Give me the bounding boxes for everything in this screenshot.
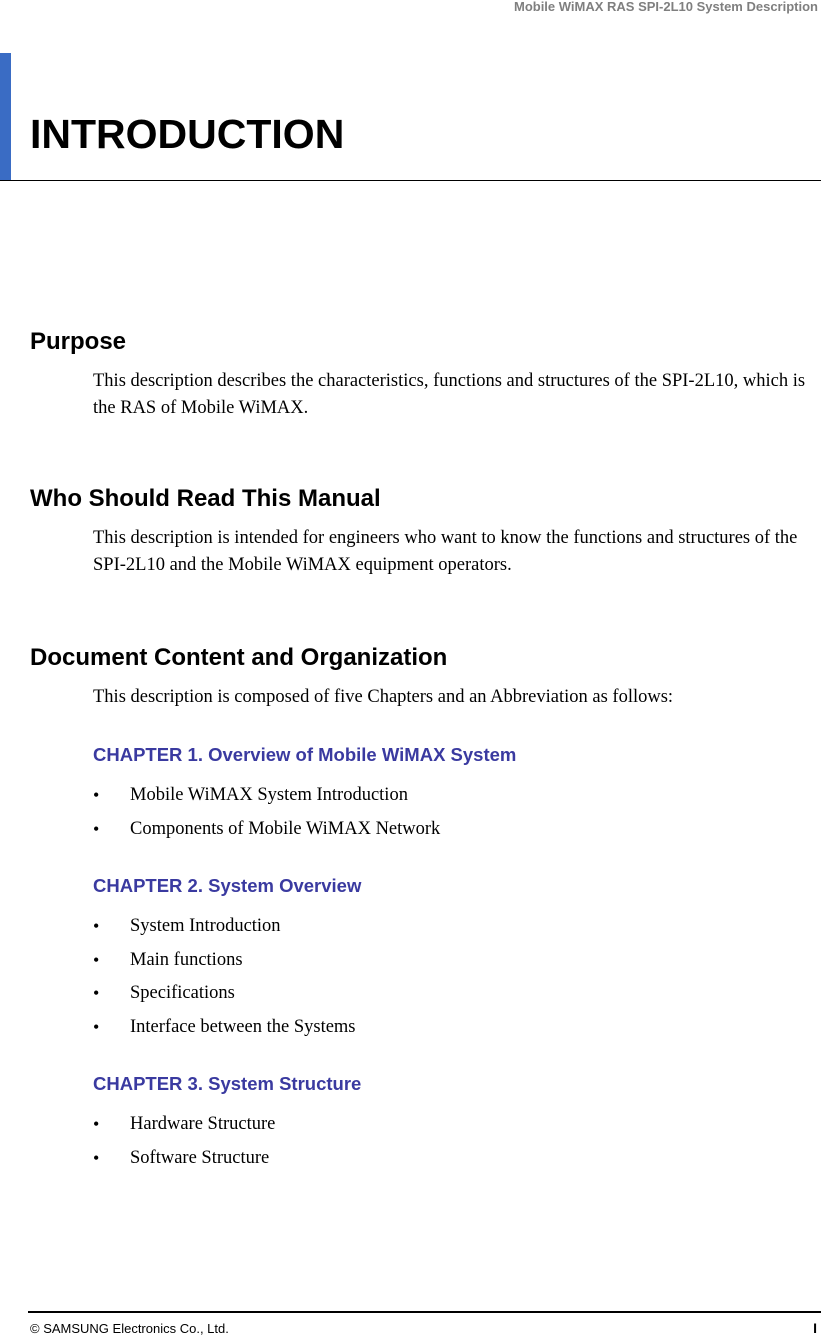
title-accent-bar [0, 53, 11, 180]
section-body-audience: This description is intended for engineers who want to know the functions and structures of the SPI-2L10 and the Mobile WiMAX equipment operators. [93, 528, 798, 575]
page-title: INTRODUCTION [30, 111, 345, 157]
bullet-icon: • [93, 1016, 100, 1037]
section-body-purpose: This description describes the characteristics, functions and structures of the SPI-2L10, which is the RAS of Mobile WiMAX. [93, 371, 806, 418]
bullet-icon: • [93, 983, 100, 1003]
bullet-icon: • [93, 785, 100, 805]
chapter-heading-2: CHAPTER 2. System Overview [93, 875, 362, 896]
chapter-heading-1: CHAPTER 1. Overview of Mobile WiMAX System [93, 744, 517, 765]
footer-copyright: © SAMSUNG Electronics Co., Ltd. [30, 1321, 229, 1336]
page-number: I [813, 1320, 817, 1336]
section-heading-audience: Who Should Read This Manual [30, 485, 381, 512]
running-header: Mobile WiMAX RAS SPI-2L10 System Description [513, 0, 818, 14]
bullet-icon: • [93, 1114, 100, 1134]
section-heading-purpose: Purpose [30, 328, 127, 355]
section-body-organization: This description is composed of five Chapters and an Abbreviation as follows: [93, 687, 674, 707]
bullet-icon: • [93, 1147, 100, 1168]
section-heading-organization: Document Content and Organization [30, 644, 448, 671]
title-divider [0, 180, 821, 181]
bullet-icon: • [93, 916, 100, 936]
bullet-icon: • [93, 818, 100, 839]
chapter-heading-3: CHAPTER 3. System Structure [93, 1073, 362, 1094]
bullet-icon: • [93, 949, 100, 970]
footer-divider [28, 1311, 821, 1313]
